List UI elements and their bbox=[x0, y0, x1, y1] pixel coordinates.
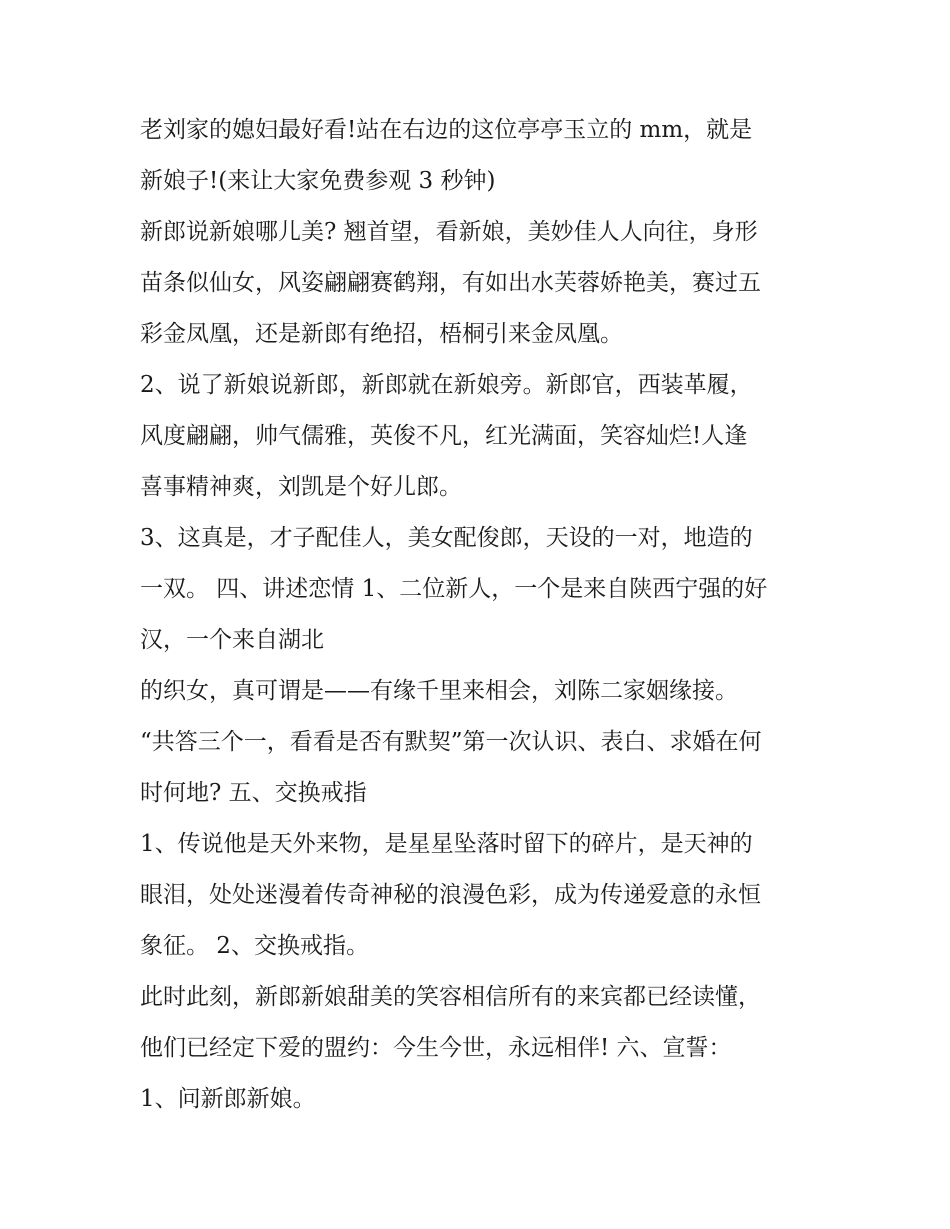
text-line: 喜事精神爽，刘凯是个好儿郎。 bbox=[140, 474, 462, 500]
text-line: 汉，一个来自湖北 bbox=[140, 627, 324, 653]
text-line: 老刘家的媳妇最好看!站在右边的这位亭亭玉立的 mm，就是 bbox=[140, 117, 753, 143]
paragraph-ask-couple bbox=[140, 1074, 830, 1125]
text-line: 1、问新郎新娘。 bbox=[140, 1086, 316, 1112]
text-line: 一双。 四、讲述恋情 1、二位新人，一个是来自陕西宁强的好 bbox=[140, 576, 768, 602]
text-line: 3、这真是，才子配佳人，美女配俊郎，天设的一对，地造的 bbox=[140, 525, 753, 551]
text-line: 新娘子!(来让大家免费参观 3 秒钟) bbox=[140, 168, 496, 194]
text-line: 彩金凤凰，还是新郎有绝招，梧桐引来金凤凰。 bbox=[140, 321, 623, 347]
text-line: “共答三个一，看看是否有默契”第一次认识、表白、求婚在何 bbox=[140, 729, 762, 755]
paragraph-groom bbox=[140, 360, 830, 513]
text-line: 眼泪，处处迷漫着传奇神秘的浪漫色彩，成为传递爱意的永恒 bbox=[140, 882, 761, 908]
paragraph-love-story bbox=[140, 513, 830, 666]
paragraph-ring-legend bbox=[140, 819, 830, 972]
text-line: 象征。 2、交换戒指。 bbox=[140, 933, 369, 959]
text-line: 新郎说新娘哪儿美? 翘首望，看新娘，美妙佳人人向往，身形 bbox=[140, 219, 758, 245]
text-line: 的织女，真可谓是——有缘千里来相会，刘陈二家姻缘接。 bbox=[140, 678, 738, 704]
text-line: 苗条似仙女，风姿翩翩赛鹤翔，有如出水芙蓉娇艳美，赛过五 bbox=[140, 270, 761, 296]
text-line: 时何地? 五、交换戒指 bbox=[140, 780, 367, 806]
paragraph-bride-beauty bbox=[140, 207, 830, 360]
paragraph-quiz bbox=[140, 717, 830, 819]
paragraph-bride-intro bbox=[140, 105, 830, 207]
paragraph-destiny bbox=[140, 666, 830, 717]
text-line: 2、说了新娘说新郎，新郎就在新娘旁。新郎官，西装革履， bbox=[140, 372, 753, 398]
text-line: 此时此刻，新郎新娘甜美的笑容相信所有的来宾都已经读懂， bbox=[140, 984, 761, 1010]
text-line: 1、传说他是天外来物，是星星坠落时留下的碎片，是天神的 bbox=[140, 831, 753, 857]
paragraph-vow-moment bbox=[140, 972, 830, 1074]
document-body bbox=[140, 105, 830, 1125]
text-line: 风度翩翩，帅气儒雅，英俊不凡，红光满面，笑容灿烂!人逢 bbox=[140, 423, 748, 449]
text-line: 他们已经定下爱的盟约：今生今世，永远相伴! 六、宣誓： bbox=[140, 1035, 732, 1061]
